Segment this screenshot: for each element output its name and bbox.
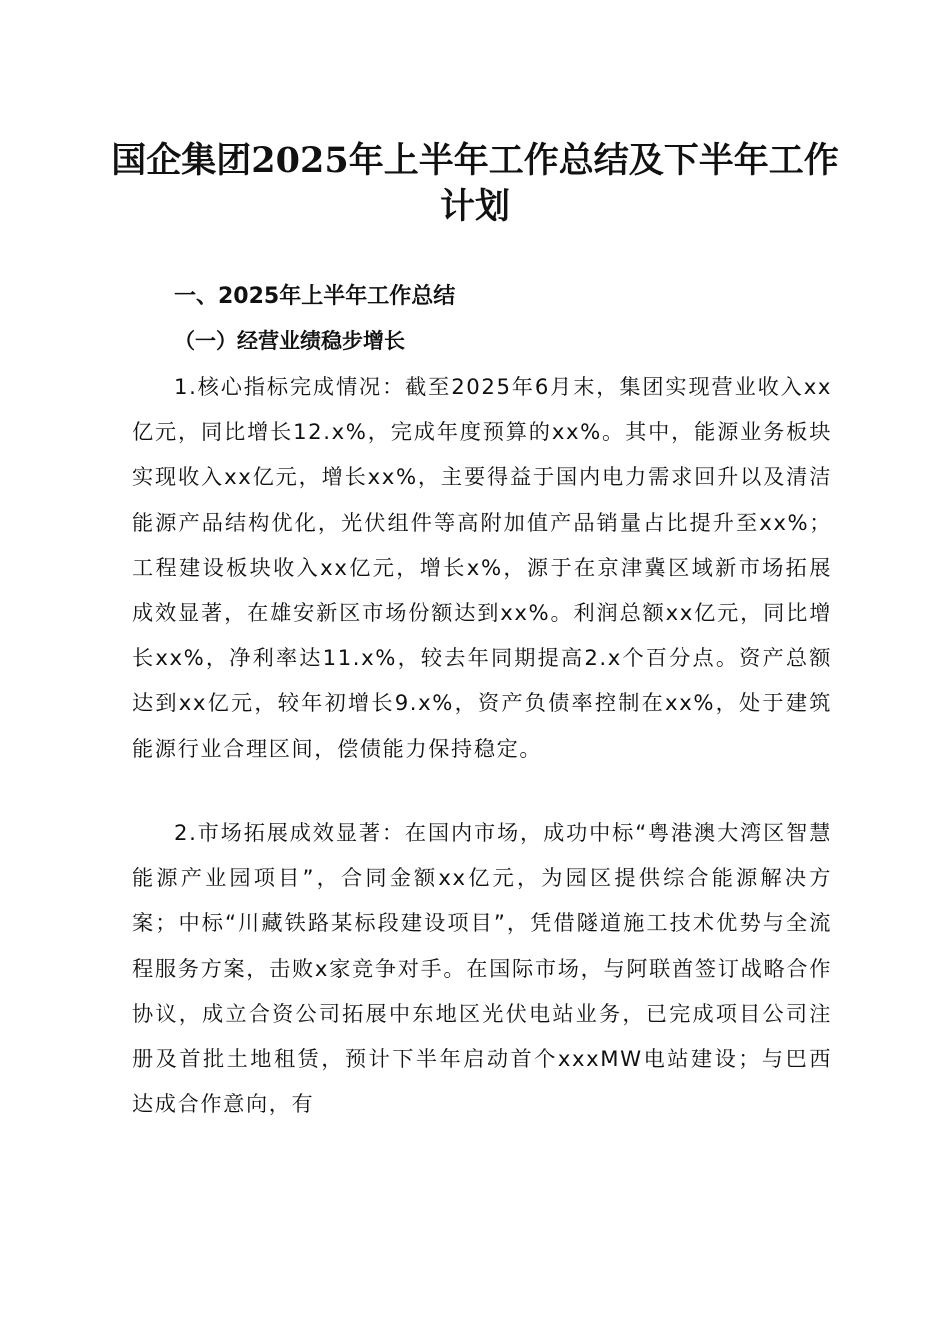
section-heading: 一、2025年上半年工作总结 <box>174 284 456 309</box>
sub-heading: （一）经营业绩稳步增长 <box>174 329 405 353</box>
body-paragraph-core-indicators: 1.核心指标完成情况：截至2025年6月末，集团实现营业收入xx亿元，同比增长12.x%，完成年度预算的xx%。其中，能源业务板块实现收入xx亿元，增长xx%，主要得益于国内电力需求回升以及清洁能源产品结构优化，光伏组件等高附加值产品销量占比提升至xx%；工程建设板块收入xx亿元，增长x%，源于在京津冀区域新市场拓展成效显著，在雄安新区市场份额达到xx%。利润总额xx亿元，同比增长xx%，净利率达11.x%，较去年同期提高2.x个百分点。资产总额达到xx亿元，较年初增长9.x%，资产负债率控制在xx%，处于建筑能源行业合理区间，偿债能力保持稳定。 <box>132 374 832 761</box>
body-paragraph-market-expansion: 2.市场拓展成效显著：在国内市场，成功中标“粤港澳大湾区智慧能源产业园项目”，合同金额xx亿元，为园区提供综合能源解决方案；中标“川藏铁路某标段建设项目”，凭借隧道施工技术优势与全流程服务方案，击败x家竞争对手。在国际市场，与阿联酋签订战略合作协议，成立合资公司拓展中东地区光伏电站业务，已完成项目公司注册及首批土地租赁，预计下半年启动首个xxxMW电站建设；与巴西达成合作意向，有 <box>132 820 832 1117</box>
document-title: 国企集团2025年上半年工作总结及下半年工作计划 <box>111 140 839 227</box>
